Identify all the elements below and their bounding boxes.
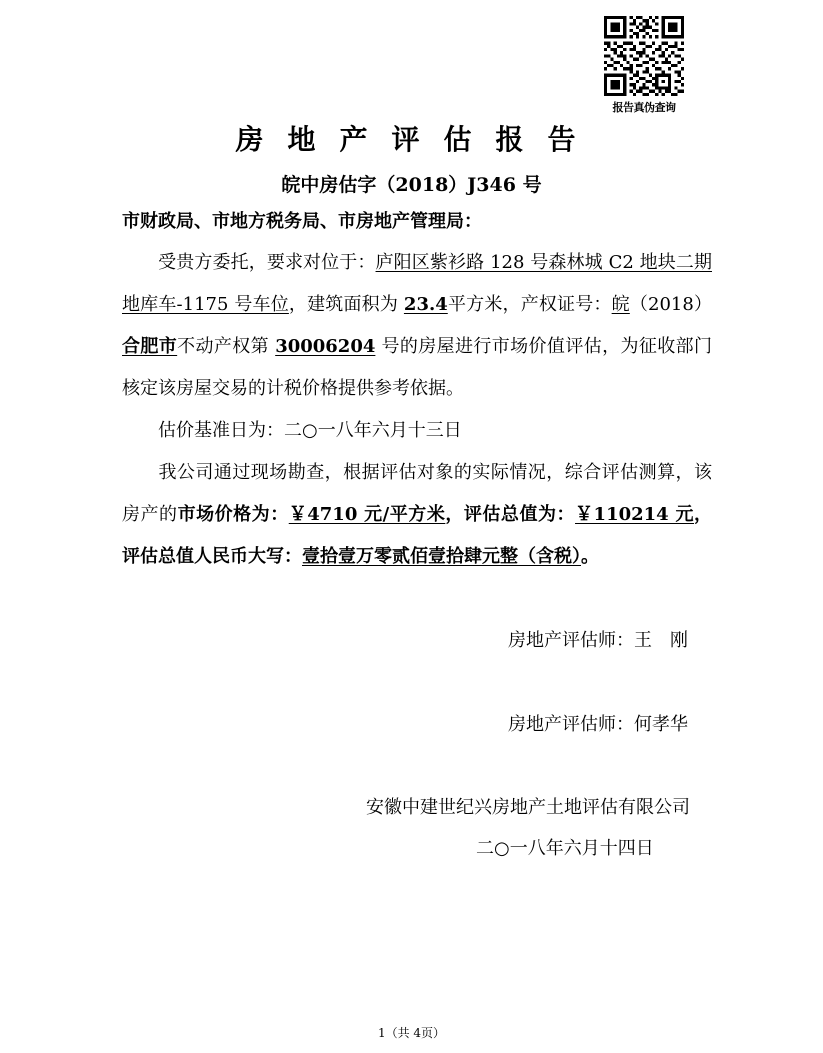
separator: ， [445, 504, 464, 525]
appraiser-2-name: 何孝华 [634, 714, 688, 735]
qr-caption: 报告真伪查询 [612, 101, 676, 114]
qr-code-image [604, 16, 684, 96]
certificate-city: 合肥市 [122, 336, 178, 357]
page-footer: 1（共 4页） [377, 1026, 446, 1040]
area-suffix: 平方米，产权证号： [447, 294, 612, 315]
appraiser-1-name: 王 刚 [634, 630, 688, 651]
result-intro: 我公司通过现场勘查，根据评估对象的实际情况，综合评估测算，该房产的 [122, 462, 712, 525]
certificate-prefix: 皖 [611, 294, 630, 315]
appraiser-1-label: 房地产评估师： [508, 630, 634, 651]
report-title: 房地产评估报告 [235, 123, 600, 156]
company-name: 安徽中建世纪兴房地产土地评估有限公司 [366, 797, 690, 818]
commission-intro: 受贵方委托，要求对位于： [158, 252, 376, 273]
paragraph-result [122, 452, 712, 578]
valuation-date: 估价基准日为：二○一八年六月十三日 [158, 420, 462, 441]
report-date: 二○一八年六月十四日 [476, 838, 654, 859]
period: 。 [581, 546, 599, 567]
total-caps-label: 评估总值人民币大写： [122, 546, 302, 567]
unit-price-label: 市场价格为： [177, 504, 289, 525]
appraiser-1 [508, 626, 688, 652]
document-number: 皖中房估字（2018）J346 号 [281, 174, 542, 196]
certificate-middle: 不动产权第 [177, 336, 276, 357]
certificate-year: （2018） [629, 294, 712, 315]
area-prefix: ，建筑面积为 [288, 294, 404, 315]
unit-price: ￥4710 元/平方米 [288, 504, 446, 525]
certificate-number: 30006204 [275, 336, 376, 357]
property-address: 庐阳区紫衫路 128 号森林城 C2 地块二期地库车-1175 号车位 [122, 252, 712, 315]
appraiser-2 [508, 710, 688, 736]
paragraph-valuation-date [122, 410, 712, 452]
building-area: 23.4 [403, 294, 448, 315]
paragraph-commission [122, 242, 712, 410]
total-value: ￥110214 元 [575, 504, 695, 525]
commission-tail: 号的房屋进行市场价值评估，为征收部门核定该房屋交易的计税价格提供参考依据。 [122, 336, 712, 399]
appraiser-2-label: 房地产评估师： [508, 714, 634, 735]
separator-2: ， [694, 504, 713, 525]
total-caps: 壹拾壹万零贰佰壹拾肆元整（含税） [302, 546, 581, 567]
addressee: 市财政局、市地方税务局、市房地产管理局： [122, 211, 482, 232]
total-value-label: 评估总值为： [463, 504, 576, 525]
